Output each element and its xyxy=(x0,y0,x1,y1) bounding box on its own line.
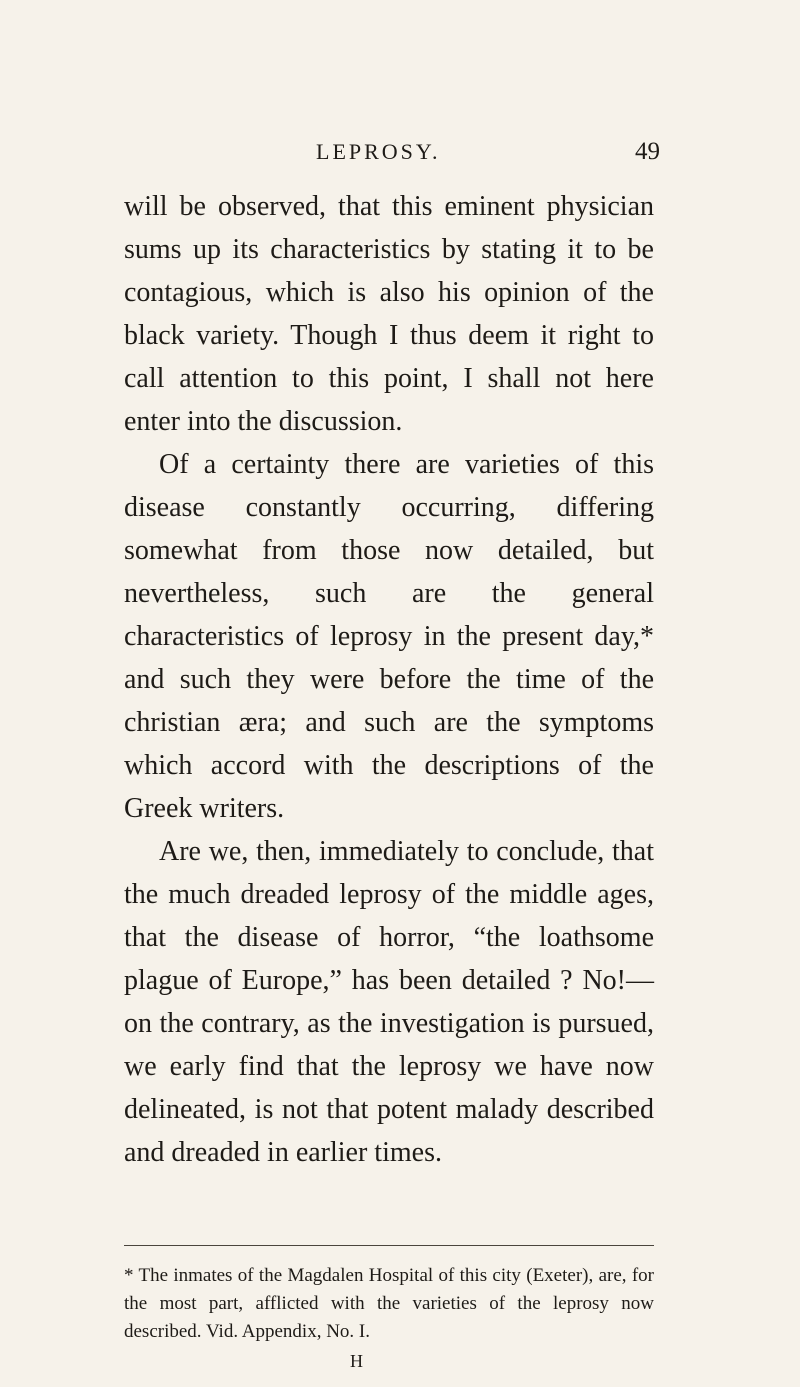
footnote-rule xyxy=(124,1245,654,1246)
page-header-title: LEPROSY. xyxy=(316,139,441,164)
signature-mark: H xyxy=(350,1351,363,1371)
page-number: 49 xyxy=(635,138,660,165)
body-text xyxy=(124,185,654,1174)
paragraph-2: Of a certainty there are varieties of this disease constantly occurring, differing somewhat from those now detailed, but nevertheless, such are the general characteristics of leprosy in the present day,* and such they were before the time of the christian æra; and such are the symptoms which accord with the descriptions of the Greek writers. xyxy=(124,449,654,824)
footnote: * The inmates of the Magdalen Hospital of this city (Exeter), are, for the most part, afflicted with the varieties of the leprosy now described. Vid. Appendix, No. I. xyxy=(124,1265,654,1342)
running-head xyxy=(0,138,800,170)
paragraph-3: Are we, then, immediately to conclude, that the much dreaded leprosy of the middle ages, that the disease of horror, “the loathsome plague of Europe,” has been detailed ? No!—on the contrary, as the investigation is pursued, we early find that the leprosy we have now delineated, is not that potent malady described and dreaded in earlier times. xyxy=(124,836,654,1168)
paragraph-1: will be observed, that this eminent physician sums up its characteristics by stating it to be contagious, which is also his opinion of the black variety. Though I thus deem it right to call attention to this point, I shall not here enter into the discussion. xyxy=(124,191,654,437)
